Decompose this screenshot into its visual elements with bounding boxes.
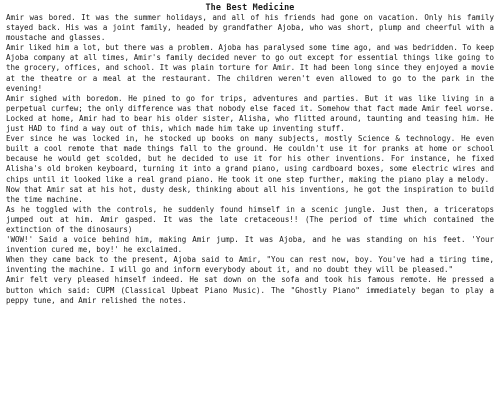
paragraph-4: Ever since he was locked in, he stocked up books on many subjects, mostly Science & technology. He even built a cool remote that made things fall to the ground. He couldn't use it for pranks at home or school because he would get scolded, but he decided to use it for his other inventions. For instance, he fixed Alisha's old broken keyboard, turning it into a grand piano, using cardboard boxes, some electric wires and chips until it looked like a real grand piano. He took it one step further, making the piano play a melody.	[6, 134, 494, 184]
story-body	[6, 13, 494, 306]
paragraph-7: 'WOW!' Said a voice behind him, making Amir jump. It was Ajoba, and he was standing on his feet. 'Your invention cured me, boy!' he exclaimed.	[6, 235, 494, 255]
paragraph-3: Amir sighed with boredom. He pined to go for trips, adventures and parties. But it was like living in a perpetual curfew; the only difference was that nobody else faced it. Somehow that fact made Amir feel worse. Locked at home, Amir had to bear his older sister, Alisha, who flitted around, taunting and teasing him. He just HAD to find a way out of this, which made him take up inventing stuff.	[6, 93, 494, 134]
paragraph-8: When they came back to the present, Ajoba said to Amir, "You can rest now, boy. You've had a tiring time, inventing the machine. I will go and inform everybody about it, and no doubt they will be pleased."	[6, 255, 494, 275]
paragraph-6: As he toggled with the controls, he suddenly found himself in a scenic jungle. Just then, a triceratops jumped out at him. Amir gasped. It was the late cretaceous!! (The period of time which contained the extinction of the dinosaurs)	[6, 204, 494, 234]
paragraph-2: Amir liked him a lot, but there was a problem. Ajoba has paralysed some time ago, and was bedridden. To keep Ajoba company at all times, Amir's family decided never to go out except for essential things like going to the grocery, offices, and school. It was plain torture for Amir. It had been long since they enjoyed a movie at the theatre or a meal at the restaurant. The children weren't even allowed to go to the park in the evening!	[6, 43, 494, 93]
document-title: The Best Medicine	[205, 2, 295, 12]
paragraph-5: Now that Amir sat at his hot, dusty desk, thinking about all his inventions, he got the inspiration to build the time machine.	[6, 184, 494, 204]
paragraph-1: Amir was bored. It was the summer holidays, and all of his friends had gone on vacation. Only his family stayed back. His was a joint family, headed by grandfather Ajoba, who was short, plump and cheerful with a moustache and glasses.	[6, 13, 494, 43]
paragraph-9: Amir felt very pleased himself indeed. He sat down on the sofa and took his famous remote. He pressed a button which said: CUPM (Classical Upbeat Piano Music). The "Ghostly Piano" immediately began to play a peppy tune, and Amir relished the notes.	[6, 275, 494, 305]
